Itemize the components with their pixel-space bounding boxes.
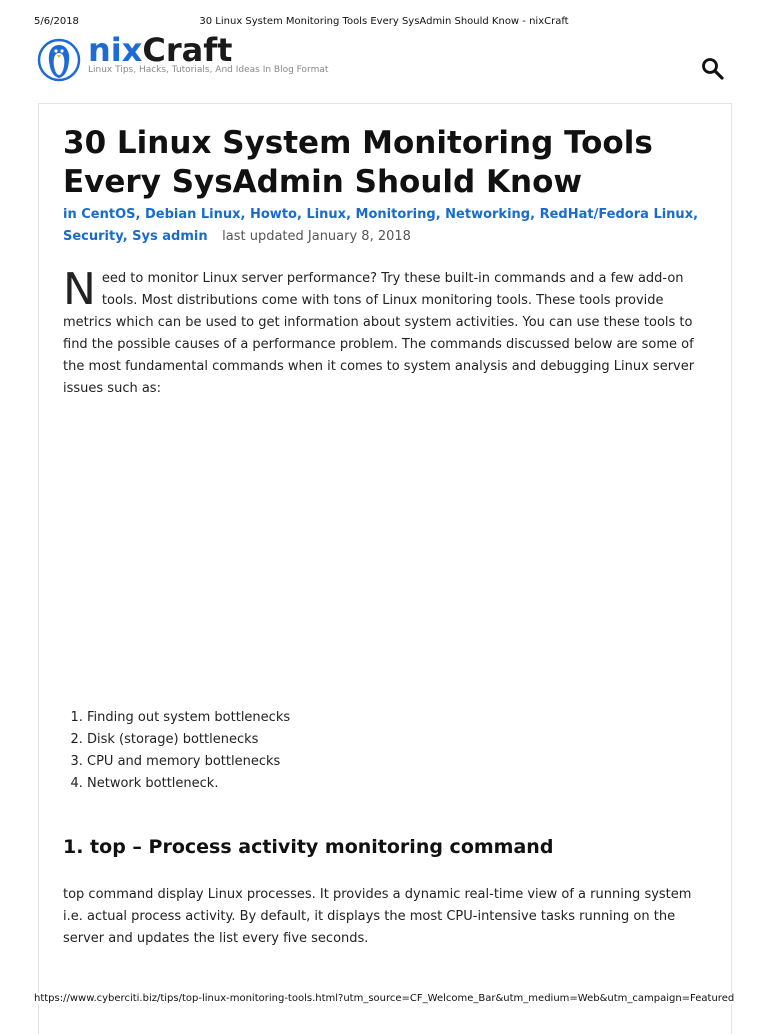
ad-placeholder: [63, 404, 703, 694]
penguin-logo-icon[interactable]: [36, 36, 82, 84]
section-heading-top: 1. top – Process activity monitoring command: [63, 836, 554, 858]
categories-prefix: in: [63, 207, 77, 222]
site-header: [34, 31, 734, 94]
list-item: 3. CPU and memory bottlenecks: [87, 751, 290, 773]
category-link-monitoring[interactable]: Monitoring: [355, 207, 436, 222]
brand-suffix: Craft: [142, 31, 233, 69]
last-updated: last updated January 8, 2018: [222, 229, 411, 244]
category-link-centos[interactable]: CentOS: [81, 207, 136, 222]
intro-paragraph: [63, 264, 703, 400]
category-link-howto[interactable]: Howto: [250, 207, 297, 222]
brand-prefix: nix: [88, 31, 143, 69]
search-icon: [700, 56, 726, 82]
list-item: 1. Finding out system bottlenecks: [87, 707, 290, 729]
print-footer-url: https://www.cyberciti.biz/tips/top-linux-monitoring-tools.html?utm_source=CF_Welcome_Bar&utm_medium=Web&utm_campaign=Featured: [34, 993, 758, 1004]
intro-text: eed to monitor Linux server performance? Try these built-in commands and a few add-on tools. Most distributions come with tons of Linux monitoring tools. These tools provide metrics which can be used to get information about system activities. You can use these tools to find the possible causes of a performance problem. The commands discussed below are some of the most fundamental commands when it comes to system analysis and debugging Linux server issues such as:: [63, 271, 695, 396]
site-logo-text[interactable]: [88, 31, 233, 69]
category-link-debian-linux[interactable]: Debian Linux: [144, 207, 241, 222]
section-body-top: top command display Linux processes. It provides a dynamic real-time view of a running system i.e. actual process activity. By default, it displays the most CPU-intensive tasks running on the server and updates the list every five seconds.: [63, 887, 692, 946]
category-link-networking[interactable]: Networking: [445, 207, 531, 222]
article-title: 30 Linux System Monitoring Tools Every SysAdmin Should Know: [63, 125, 653, 200]
bottleneck-list: [63, 707, 290, 795]
list-item: 4. Network bottleneck.: [87, 773, 290, 795]
list-item: 2. Disk (storage) bottlenecks: [87, 729, 290, 751]
article-meta: in CentOS, Debian Linux, Howto, Linux, Monitoring, Networking, RedHat/Fedora Linux, Security, Sys admin last updated January 8, 2018: [63, 207, 699, 244]
site-tagline: Linux Tips, Hacks, Tutorials, And Ideas In Blog Format: [88, 65, 329, 75]
print-page-title: 30 Linux System Monitoring Tools Every SysAdmin Should Know - nixCraft: [199, 16, 569, 27]
category-link-redhat-fedora-linux[interactable]: RedHat/Fedora Linux: [539, 207, 694, 222]
category-link-linux[interactable]: Linux: [306, 207, 347, 222]
search-button[interactable]: [700, 56, 726, 82]
category-link-security[interactable]: Security: [63, 229, 123, 244]
print-date: 5/6/2018: [34, 16, 79, 27]
category-link-sys-admin[interactable]: Sys admin: [132, 229, 208, 244]
drop-cap: N: [63, 264, 96, 315]
article-card: [38, 103, 732, 1034]
